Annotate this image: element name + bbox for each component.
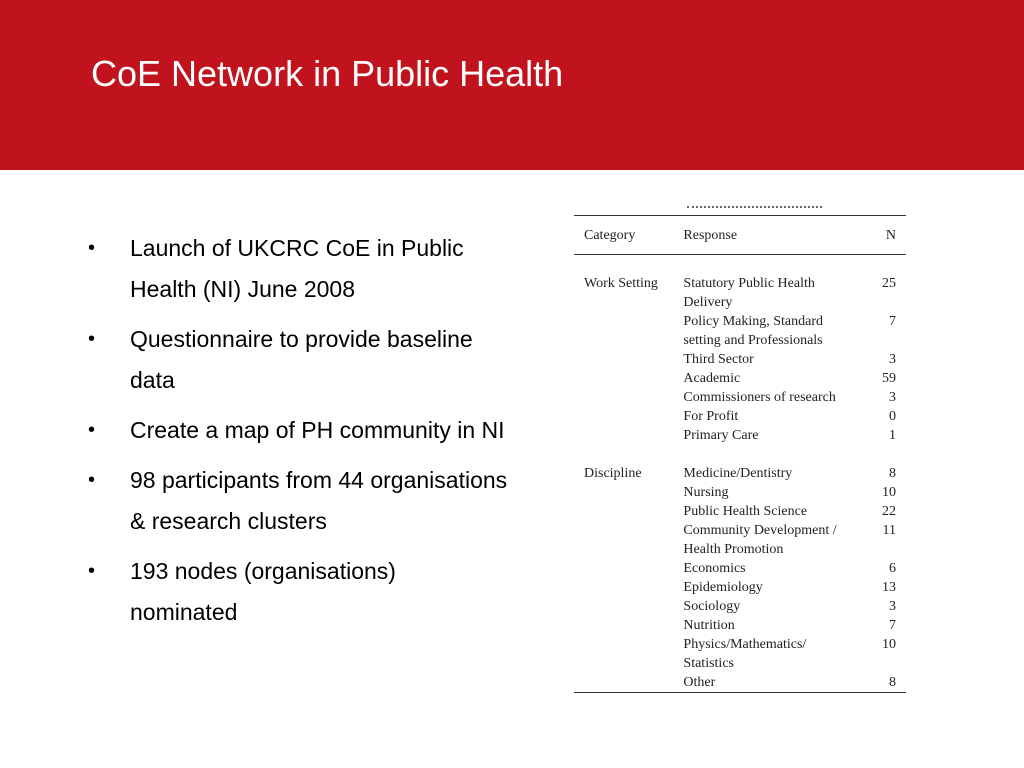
count-cell: 10 [882, 485, 896, 500]
response-table [574, 215, 906, 693]
count-cell: 6 [889, 561, 896, 576]
bullet-item [88, 551, 508, 633]
count-cell: 22 [882, 504, 896, 519]
table-row [574, 388, 906, 407]
count-cell: 3 [889, 352, 896, 367]
count-cell: 8 [889, 466, 896, 481]
response-cell: Community Development / Health Promotion [683, 523, 837, 557]
table-row [574, 426, 906, 445]
bullet-text: 98 participants from 44 organisations & research clusters [130, 467, 508, 534]
category-cell [574, 369, 683, 388]
response-cell: Statutory Public Health Delivery [683, 276, 815, 310]
table-row [574, 597, 906, 616]
count-cell: 25 [882, 276, 896, 291]
bullet-item [88, 410, 508, 451]
category-cell [574, 407, 683, 426]
count-cell: 11 [882, 523, 896, 538]
count-cell: 7 [889, 618, 896, 633]
category-cell [574, 350, 683, 369]
table-row [574, 559, 906, 578]
bullet-text: Create a map of PH community in NI [130, 417, 505, 443]
category-cell [574, 426, 683, 445]
category-cell: Work Setting [584, 276, 658, 291]
bullet-icon: • [88, 469, 96, 491]
column-header-response: Response [683, 227, 738, 243]
bullet-text: 193 nodes (organisations) nominated [130, 558, 396, 625]
category-cell [574, 312, 683, 350]
count-cell: 10 [882, 637, 896, 652]
bullet-item [88, 460, 508, 542]
category-cell: Discipline [584, 466, 642, 481]
table-row [574, 407, 906, 426]
category-cell [574, 578, 683, 597]
response-cell: Academic [683, 371, 741, 386]
count-cell: 8 [859, 673, 906, 693]
table-row [574, 369, 906, 388]
table-row [574, 312, 906, 350]
table-row [574, 483, 906, 502]
table-row [574, 521, 906, 559]
category-cell [574, 388, 683, 407]
response-cell: Commissioners of research [683, 390, 836, 405]
category-cell [574, 616, 683, 635]
table-row [574, 578, 906, 597]
cropped-table-caption [574, 200, 906, 215]
table-header-row [574, 216, 906, 255]
table-spacer-row [574, 255, 906, 275]
response-cell: Policy Making, Standard setting and Professionals [683, 314, 824, 348]
category-cell [574, 635, 683, 673]
bullet-icon: • [88, 237, 96, 259]
column-header-n: N [885, 227, 896, 243]
bullet-icon: • [88, 328, 96, 350]
table-row [574, 635, 906, 673]
bullet-icon: • [88, 560, 96, 582]
count-cell: 3 [889, 599, 896, 614]
response-cell: Other [683, 673, 859, 693]
category-cell [574, 483, 683, 502]
bullet-text: Questionnaire to provide baseline data [130, 326, 473, 393]
table-row [574, 616, 906, 635]
count-cell: 7 [889, 314, 896, 329]
table-row [574, 502, 906, 521]
count-cell: 3 [889, 390, 896, 405]
category-cell [574, 673, 683, 693]
slide-title: CoE Network in Public Health [91, 53, 564, 94]
category-cell [574, 597, 683, 616]
response-cell: Medicine/Dentistry [683, 466, 793, 481]
count-cell: 0 [889, 409, 896, 424]
count-cell: 59 [882, 371, 896, 386]
response-cell: Sociology [683, 599, 741, 614]
bullet-item [88, 319, 508, 401]
response-cell: Nutrition [683, 618, 735, 633]
response-cell: Public Health Science [683, 504, 808, 519]
bullet-text: Launch of UKCRC CoE in Public Health (NI) June 2008 [130, 235, 464, 302]
table-row [574, 350, 906, 369]
bullet-list [88, 228, 508, 642]
count-cell: 1 [889, 428, 896, 443]
response-table-image [574, 200, 906, 695]
response-cell: Epidemiology [683, 580, 763, 595]
table-row [574, 673, 906, 693]
category-cell [574, 502, 683, 521]
response-cell: Third Sector [683, 352, 754, 367]
count-cell: 13 [882, 580, 896, 595]
response-cell: For Profit [683, 409, 739, 424]
category-cell [574, 559, 683, 578]
bullet-item [88, 228, 508, 310]
response-cell: Primary Care [683, 428, 759, 443]
category-cell [574, 521, 683, 559]
table-spacer-row [574, 445, 906, 464]
column-header-category: Category [584, 227, 636, 243]
response-cell: Nursing [683, 485, 729, 500]
response-cell: Economics [683, 561, 746, 576]
response-cell: Physics/Mathematics/ Statistics [683, 637, 807, 671]
title-banner [0, 0, 1024, 170]
table-row [574, 274, 906, 312]
table-row [574, 464, 906, 483]
bullet-icon: • [88, 419, 96, 441]
